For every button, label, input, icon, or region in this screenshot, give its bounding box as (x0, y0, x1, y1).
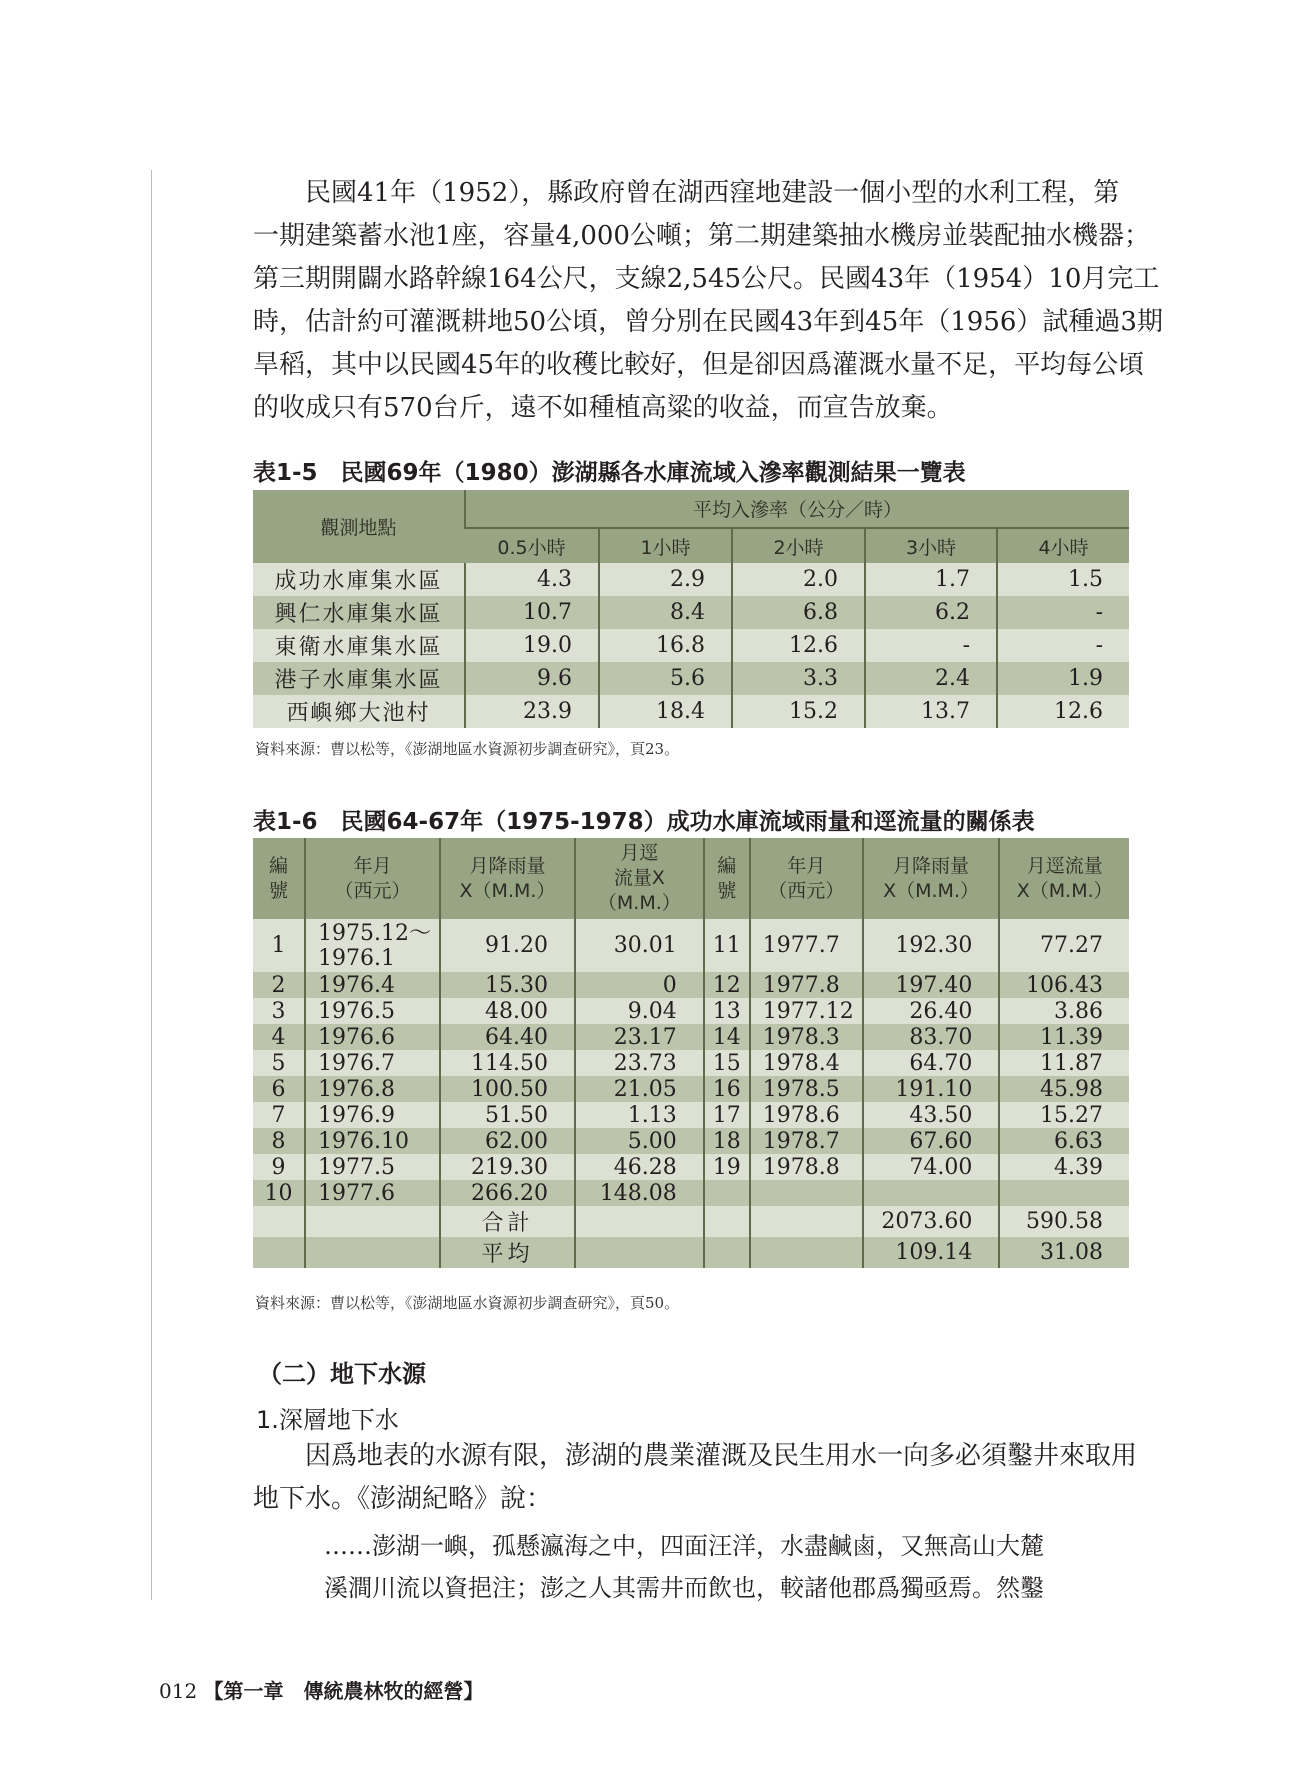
table-row (253, 998, 1129, 1024)
text-line: 時，估計約可灌溉耕地50公頃，曾分別在民國43年到45年（1956）試種過3期 (253, 307, 1163, 337)
date-cell: 1978.5 (750, 1076, 863, 1102)
runoff-cell: 11.87 (999, 1050, 1129, 1076)
header-line: （西元） (768, 879, 845, 902)
index-cell: 8 (253, 1128, 305, 1154)
rate-cell: - (997, 629, 1129, 662)
date-cell: 1978.8 (750, 1154, 863, 1180)
header-line: 月降雨量 (893, 854, 970, 877)
table-row (253, 1180, 1129, 1206)
rain-cell: 67.60 (863, 1128, 1000, 1154)
rate-cell: 5.6 (599, 662, 732, 695)
table2 (253, 838, 1129, 1268)
table-row (253, 563, 1129, 596)
header-line: 年月 (353, 854, 392, 877)
runoff-cell: 30.01 (575, 919, 704, 972)
column-header: 2小時 (732, 528, 865, 563)
rate-cell: 1.9 (997, 662, 1129, 695)
index-cell: 16 (704, 1076, 750, 1102)
rain-cell: 15.30 (440, 972, 575, 998)
date-cell: 1976.6 (305, 1024, 440, 1050)
date-cell: 1976.9 (305, 1102, 440, 1128)
empty-cell (305, 1237, 440, 1268)
header-line: 流量X (613, 867, 665, 889)
empty-cell (750, 1237, 863, 1268)
rate-cell: 15.2 (732, 695, 865, 728)
empty-cell (253, 1237, 305, 1268)
date-cell: 1976.7 (305, 1050, 440, 1076)
header-line: 月降雨量 (469, 854, 546, 877)
runoff-cell: 23.17 (575, 1024, 704, 1050)
index-cell: 14 (704, 1024, 750, 1050)
rate-cell: 2.4 (865, 662, 997, 695)
table2-title: 表1-6 民國64-67年（1975-1978）成功水庫流域雨量和逕流量的關係表 (253, 809, 1035, 835)
quote-line: 溪澗川流以資挹注；澎之人其需井而飲也，較諸他郡爲獨亟焉。然鑿 (324, 1574, 1044, 1602)
table-row (253, 1024, 1129, 1050)
column-header (440, 838, 575, 919)
column-header: 3小時 (865, 528, 997, 563)
index-cell: 2 (253, 972, 305, 998)
avg-runoff: 31.08 (999, 1237, 1129, 1268)
column-header (575, 838, 704, 919)
index-cell: 6 (253, 1076, 305, 1102)
rate-cell: 2.9 (599, 563, 732, 596)
table-row (253, 972, 1129, 998)
runoff-cell: 4.39 (999, 1154, 1129, 1180)
page-number: 012 (159, 1679, 198, 1703)
index-cell: 9 (253, 1154, 305, 1180)
text-line: 第三期開闢水路幹線164公尺，支線2,545公尺。民國43年（1954）10月完工 (253, 264, 1160, 294)
runoff-cell: 9.04 (575, 998, 704, 1024)
column-header: 1小時 (599, 528, 732, 563)
rate-cell: 8.4 (599, 596, 732, 629)
text-line: 因爲地表的水源有限，澎湖的農業灌溉及民生用水一向多必須鑿井來取用 (305, 1441, 1138, 1471)
column-header (750, 838, 863, 919)
header-line: （西元） (334, 879, 411, 902)
runoff-cell: 1.13 (575, 1102, 704, 1128)
rate-cell: 12.6 (732, 629, 865, 662)
date-cell (305, 919, 440, 972)
empty-cell (305, 1206, 440, 1237)
rate-cell: 12.6 (997, 695, 1129, 728)
rain-cell: 64.40 (440, 1024, 575, 1050)
date-cell: 1978.3 (750, 1024, 863, 1050)
rate-cell: 9.6 (465, 662, 599, 695)
table1-source: 資料來源：曹以松等，《澎湖地區水資源初步調查研究》，頁23。 (255, 740, 680, 758)
table-row (253, 695, 1129, 728)
table1-title: 表1-5 民國69年（1980）澎湖縣各水庫流域入滲率觀測結果一覽表 (253, 460, 966, 486)
text-line: 地下水。《澎湖紀略》說： (253, 1484, 553, 1514)
table2-source: 資料來源：曹以松等，《澎湖地區水資源初步調查研究》，頁50。 (255, 1294, 680, 1312)
section-heading: （二）地下水源 (258, 1360, 426, 1388)
total-rain: 2073.60 (863, 1206, 1000, 1237)
runoff-cell: 77.27 (999, 919, 1129, 972)
index-cell: 11 (704, 919, 750, 972)
table1 (253, 490, 1129, 728)
table-row (253, 919, 1129, 972)
table-row (253, 1154, 1129, 1180)
date-cell: 1976.4 (305, 972, 440, 998)
rain-cell: 43.50 (863, 1102, 1000, 1128)
date-cell: 1977.12 (750, 998, 863, 1024)
avg-row (253, 1237, 1129, 1268)
runoff-cell: 11.39 (999, 1024, 1129, 1050)
rate-cell: 3.3 (732, 662, 865, 695)
rain-cell: 26.40 (863, 998, 1000, 1024)
date-line: 1975.12～ (318, 920, 431, 946)
index-cell: 10 (253, 1180, 305, 1206)
rate-cell: 16.8 (599, 629, 732, 662)
date-cell: 1977.8 (750, 972, 863, 998)
column-header: 4小時 (997, 528, 1129, 563)
date-cell (750, 1180, 863, 1206)
rain-cell: 191.10 (863, 1076, 1000, 1102)
runoff-cell: 106.43 (999, 972, 1129, 998)
rate-cell: 4.3 (465, 563, 599, 596)
runoff-cell (999, 1180, 1129, 1206)
rain-cell: 74.00 (863, 1154, 1000, 1180)
date-cell: 1976.8 (305, 1076, 440, 1102)
column-header: 0.5小時 (465, 528, 599, 563)
index-cell: 15 (704, 1050, 750, 1076)
header-line: 月逕流量 (1026, 854, 1103, 877)
date-cell: 1977.7 (750, 919, 863, 972)
text-line: 旱稻，其中以民國45年的收穫比較好，但是卻因爲灌溉水量不足，平均每公頃 (253, 350, 1145, 380)
rain-cell: 192.30 (863, 919, 1000, 972)
runoff-cell: 23.73 (575, 1050, 704, 1076)
rain-cell (863, 1180, 1000, 1206)
index-cell: 12 (704, 972, 750, 998)
runoff-cell: 0 (575, 972, 704, 998)
runoff-cell: 3.86 (999, 998, 1129, 1024)
body-paragraph (253, 1435, 1253, 1521)
date-cell: 1976.5 (305, 998, 440, 1024)
margin-rule (151, 170, 152, 1600)
location-cell: 東衛水庫集水區 (253, 629, 465, 662)
empty-cell (575, 1206, 704, 1237)
rain-cell: 62.00 (440, 1128, 575, 1154)
block-quote (324, 1525, 1284, 1609)
runoff-cell: 5.00 (575, 1128, 704, 1154)
header-line: X（M.M.） (459, 879, 556, 902)
rain-cell: 48.00 (440, 998, 575, 1024)
date-cell: 1977.6 (305, 1180, 440, 1206)
header-line: 號 (269, 879, 289, 902)
subsection-heading: 1.深層地下水 (256, 1406, 399, 1434)
table-row (253, 1128, 1129, 1154)
index-cell: 17 (704, 1102, 750, 1128)
rate-cell: 19.0 (465, 629, 599, 662)
rate-cell: 18.4 (599, 695, 732, 728)
index-cell (704, 1180, 750, 1206)
index-cell: 7 (253, 1102, 305, 1128)
rate-cell: 1.7 (865, 563, 997, 596)
empty-cell (750, 1206, 863, 1237)
total-label: 合計 (440, 1206, 575, 1237)
column-header (863, 838, 1000, 919)
rate-group-header: 平均入滲率（公分／時） (465, 490, 1129, 528)
header-line: 號 (717, 879, 737, 902)
runoff-cell: 46.28 (575, 1154, 704, 1180)
runoff-cell: 6.63 (999, 1128, 1129, 1154)
index-cell: 13 (704, 998, 750, 1024)
column-header (253, 838, 305, 919)
column-header (704, 838, 750, 919)
header-line: 年月 (787, 854, 826, 877)
location-cell: 西嶼鄉大池村 (253, 695, 465, 728)
rain-cell: 100.50 (440, 1076, 575, 1102)
rain-cell: 91.20 (440, 919, 575, 972)
rate-cell: 13.7 (865, 695, 997, 728)
date-cell: 1976.10 (305, 1128, 440, 1154)
text-line: 一期建築蓄水池1座，容量4,000公噸；第二期建築抽水機房並裝配抽水機器； (253, 221, 1150, 251)
rain-cell: 64.70 (863, 1050, 1000, 1076)
rate-cell: - (997, 596, 1129, 629)
column-header (999, 838, 1129, 919)
header-line: X（M.M.） (1016, 879, 1113, 902)
intro-paragraph (253, 172, 1253, 430)
index-cell: 4 (253, 1024, 305, 1050)
location-cell: 港子水庫集水區 (253, 662, 465, 695)
header-line: （M.M.） (597, 892, 681, 914)
header-line: 月逕 (620, 842, 659, 864)
runoff-cell: 21.05 (575, 1076, 704, 1102)
rate-cell: 6.2 (865, 596, 997, 629)
empty-cell (704, 1206, 750, 1237)
total-runoff: 590.58 (999, 1206, 1129, 1237)
header-line: 編 (269, 854, 289, 877)
location-cell: 成功水庫集水區 (253, 563, 465, 596)
table-row (253, 1102, 1129, 1128)
rain-cell: 114.50 (440, 1050, 575, 1076)
header-row (253, 490, 1129, 528)
runoff-cell: 148.08 (575, 1180, 704, 1206)
date-cell: 1977.5 (305, 1154, 440, 1180)
date-cell: 1978.4 (750, 1050, 863, 1076)
index-cell: 19 (704, 1154, 750, 1180)
rain-cell: 266.20 (440, 1180, 575, 1206)
rate-cell: 2.0 (732, 563, 865, 596)
rain-cell: 83.70 (863, 1024, 1000, 1050)
index-cell: 5 (253, 1050, 305, 1076)
table-row (253, 662, 1129, 695)
runoff-cell: 45.98 (999, 1076, 1129, 1102)
header-line: X（M.M.） (883, 879, 979, 902)
quote-line: ……澎湖一嶼，孤懸瀛海之中，四面汪洋，水盡鹹鹵，又無高山大麓 (324, 1532, 1044, 1560)
location-header: 觀測地點 (253, 490, 465, 563)
empty-cell (575, 1237, 704, 1268)
date-cell: 1978.7 (750, 1128, 863, 1154)
text-line: 民國41年（1952），縣政府曾在湖西窪地建設一個小型的水利工程，第 (305, 178, 1120, 208)
header-line: 編 (717, 854, 737, 877)
column-header (305, 838, 440, 919)
rain-cell: 51.50 (440, 1102, 575, 1128)
date-line: 1976.1 (318, 945, 395, 971)
avg-label: 平均 (440, 1237, 575, 1268)
empty-cell (704, 1237, 750, 1268)
rate-cell: 1.5 (997, 563, 1129, 596)
table-row (253, 629, 1129, 662)
total-row (253, 1206, 1129, 1237)
avg-rain: 109.14 (863, 1237, 1000, 1268)
table-row (253, 1076, 1129, 1102)
table-row (253, 596, 1129, 629)
header-row (253, 838, 1129, 919)
rate-cell: 10.7 (465, 596, 599, 629)
runoff-cell: 15.27 (999, 1102, 1129, 1128)
text-line: 的收成只有570台斤，遠不如種植高粱的收益，而宣告放棄。 (253, 393, 953, 423)
table-row (253, 1050, 1129, 1076)
rate-cell: 23.9 (465, 695, 599, 728)
index-cell: 18 (704, 1128, 750, 1154)
chapter-title: 【第一章 傳統農林牧的經營】 (203, 1679, 484, 1703)
location-cell: 興仁水庫集水區 (253, 596, 465, 629)
rain-cell: 197.40 (863, 972, 1000, 998)
empty-cell (253, 1206, 305, 1237)
rate-cell: - (865, 629, 997, 662)
index-cell: 1 (253, 919, 305, 972)
rain-cell: 219.30 (440, 1154, 575, 1180)
date-cell: 1978.6 (750, 1102, 863, 1128)
page-footer (159, 1675, 484, 1704)
rate-cell: 6.8 (732, 596, 865, 629)
index-cell: 3 (253, 998, 305, 1024)
